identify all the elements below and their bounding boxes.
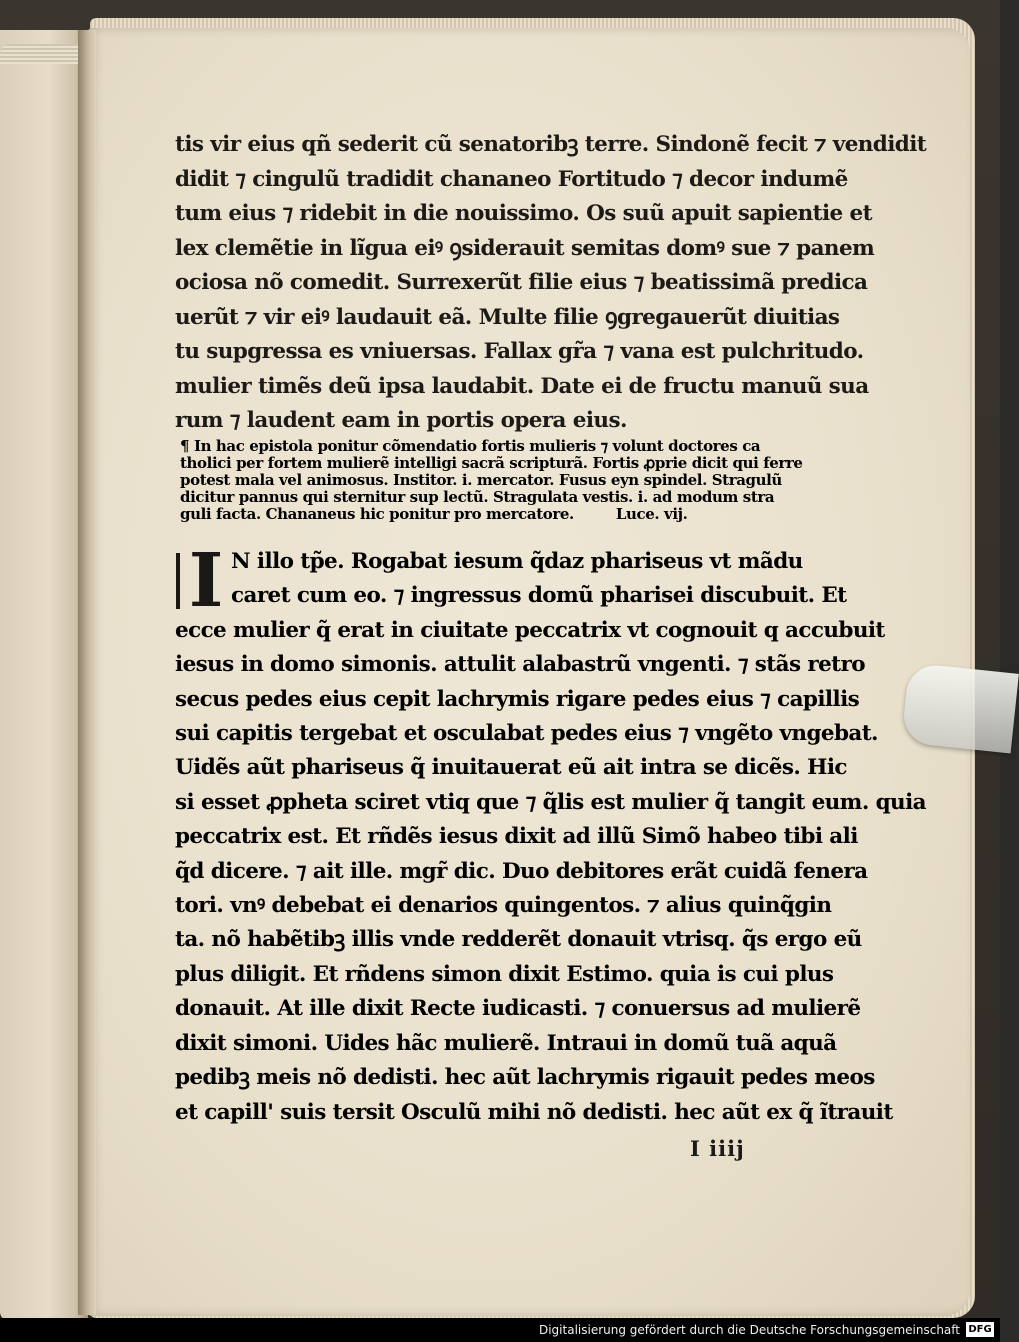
footer-bar — [0, 1318, 1000, 1342]
text-line: tori. vnꝰ debebat ei denarios quingentos. ⁊ alius quinq̃gin — [175, 893, 832, 919]
left-page — [0, 30, 88, 1320]
text-line: N illo tp̃e. Rogabat iesum q̃daz phariseus vt mãdu — [231, 549, 803, 574]
gospel-reference: Luce. vij. — [615, 505, 688, 523]
text-line: sui capitis tergebat et osculabat pedes eius ⁊ vngẽto vngebat. — [175, 721, 878, 747]
text-line: si esset ꝓpheta sciret vtiq que ⁊ q̃lis est mulier q̃ tangit eum. quia — [175, 789, 926, 815]
commentary-line — [180, 506, 820, 523]
epistle-text — [175, 128, 927, 439]
text-line: secus pedes eius cepit lachrymis rigare pedes eius ⁊ capillis — [175, 686, 860, 712]
text-line: ociosa nõ comedit. Surrexerũt filie eius ⁊ beatissimã predica — [175, 270, 868, 295]
text-line: tis vir eius qñ sederit cũ senatoribꝫ terre. Sindonẽ fecit ⁊ vendidit — [175, 132, 927, 157]
text-line: ta. nõ habẽtibꝫ illis vnde redderẽt donauit vtrisq. q̃s ergo eũ — [175, 927, 862, 953]
commentary-block — [180, 438, 820, 523]
commentary-line: ¶ In hac epistola ponitur cõmendatio fortis mulieris ⁊ volunt doctores ca — [180, 437, 761, 455]
commentary-line: tholici per fortem mulierẽ intelligi sacrã scripturã. Fortis ꝓprie dicit qui ferre — [180, 454, 803, 472]
funding-credit: Digitalisierung gefördert durch die Deutsche Forschungsgemeinschaft — [538, 1323, 960, 1337]
commentary-line: potest mala vel animosus. Institor. i. mercator. Fusus eyn spindel. Stragulũ — [180, 471, 782, 489]
commentary-line: dicitur pannus qui sternitur sup lectũ. Stragulata vestis. i. ad modum stra — [180, 488, 775, 506]
text-line: q̃d dicere. ⁊ ait ille. mgr̃ dic. Duo debitores erãt cuidã fenera — [175, 858, 868, 884]
dfg-logo: DFG — [966, 1322, 994, 1337]
text-line: mulier timẽs deũ ipsa laudabit. Date ei de fructu manuũ sua — [175, 373, 869, 399]
initial-letter: I — [176, 553, 232, 609]
text-line: didit ⁊ cingulũ tradidit chananeo Fortitudo ⁊ decor indumẽ — [175, 166, 848, 192]
text-line: plus diligit. Et rñdens simon dixit Estimo. quia is cui plus — [175, 961, 834, 987]
text-line: dixit simoni. Uides hãc mulierẽ. Intraui in domũ tuã aquã — [175, 1030, 837, 1056]
text-line: caret cum eo. ⁊ ingressus domũ pharisei discubuit. Et — [231, 583, 847, 609]
signature-mark: I iiij — [690, 1136, 745, 1161]
text-line: uerũt ⁊ vir eiꝰ laudauit eã. Multe filie ꝯgregauerũt diuitias — [175, 304, 840, 330]
page-clip — [901, 662, 1019, 753]
left-page-edges — [0, 44, 88, 64]
text-line: iesus in domo simonis. attulit alabastrũ vngenti. ⁊ stãs retro — [175, 652, 865, 678]
text-line: et capill' suis tersit Osculũ mihi nõ dedisti. hec aũt ex q̃ ĩtrauit — [175, 1099, 893, 1125]
book-gutter — [78, 30, 96, 1315]
text-line: donauit. At ille dixit Recte iudicasti. ⁊ conuersus ad mulierẽ — [175, 996, 861, 1022]
text-line: tu supgressa es vniuersas. Fallax gr̃a ⁊ vana est pulchritudo. — [175, 339, 864, 364]
text-line: peccatrix est. Et rñdẽs iesus dixit ad illũ Simõ habeo tibi ali — [175, 824, 858, 850]
text-line: pedibꝫ meis nõ dedisti. hec aũt lachrymis rigauit pedes meos — [175, 1065, 875, 1091]
text-line: lex clemẽtie in lĩgua eiꝰ ꝯsiderauit semitas domꝰ sue ⁊ panem — [175, 235, 875, 261]
text-line: tum eius ⁊ ridebit in die nouissimo. Os suũ apuit sapientie et — [175, 201, 872, 226]
text-line: ecce mulier q̃ erat in ciuitate peccatrix vt cognouit q accubuit — [175, 617, 885, 643]
gospel-text — [175, 545, 926, 1130]
text-line: rum ⁊ laudent eam in portis opera eius. — [175, 408, 627, 433]
commentary-line-text: guli facta. Chananeus hic ponitur pro mercatore. — [180, 505, 574, 523]
text-line: Uidẽs aũt phariseus q̃ inuitauerat eũ ait intra se dicẽs. Hic — [175, 755, 847, 781]
